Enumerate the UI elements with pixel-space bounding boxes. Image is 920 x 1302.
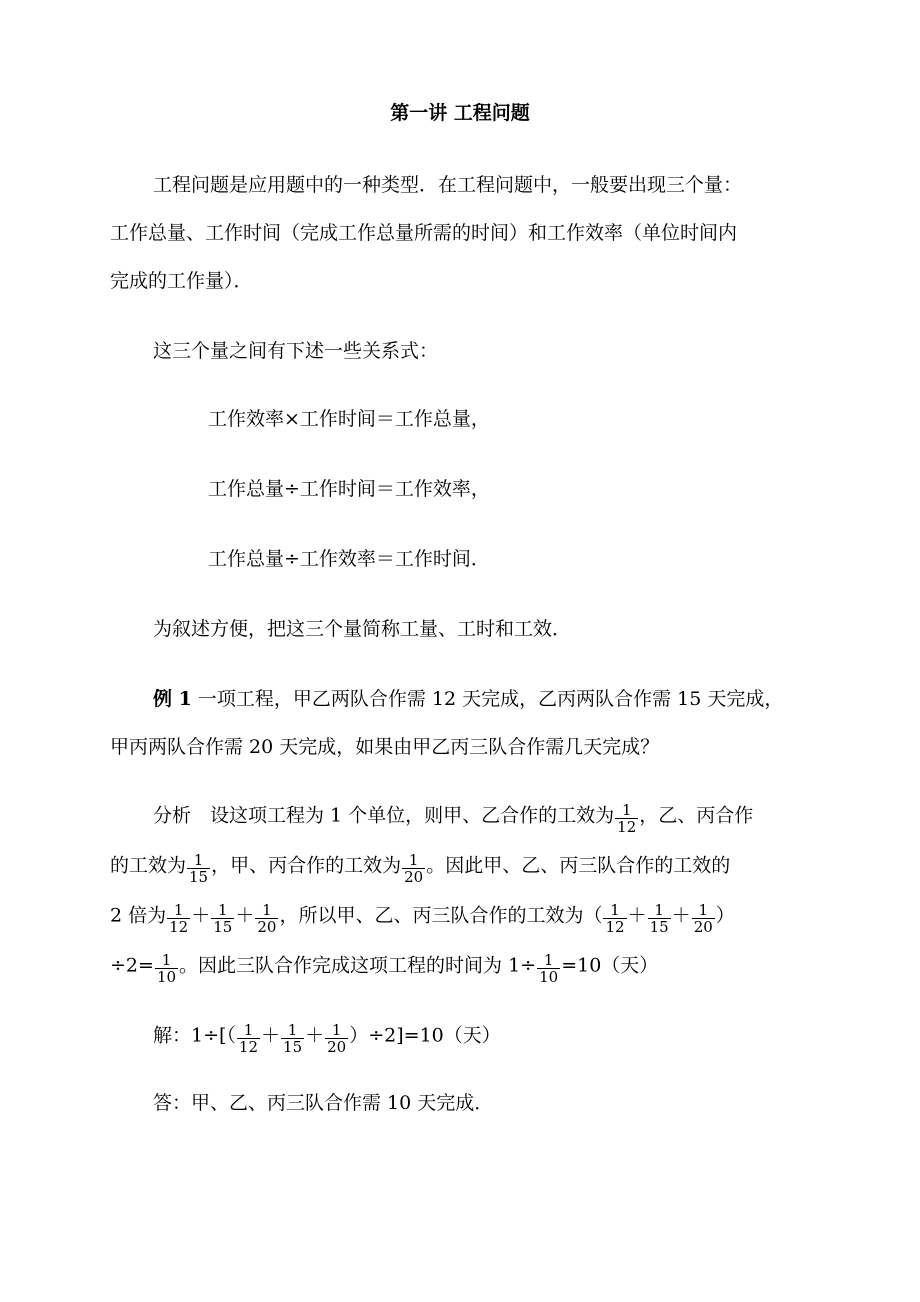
denominator: 15	[283, 1038, 303, 1056]
plus-sign: ＋	[671, 904, 691, 927]
fraction-1-15	[187, 852, 210, 885]
analysis-text: 。因此甲、乙、丙三队合作的工效的	[426, 854, 731, 877]
solution-line	[153, 1020, 501, 1056]
denominator: 12	[238, 1038, 259, 1056]
abbreviation-note: 为叙述方便，把这三个量简称工量、工时和工效．	[153, 618, 572, 640]
analysis-text: ，所以甲、乙、丙三队合作的工效为（	[279, 904, 603, 927]
analysis-text: ，甲、丙合作的工效为	[211, 854, 402, 877]
denominator: 12	[169, 918, 189, 936]
fraction-1-20	[255, 902, 278, 935]
plus-sign: ＋	[191, 904, 211, 927]
plus-sign: ＋	[305, 1024, 325, 1047]
formula-3: 工作总量÷工作效率＝工作时间．	[208, 548, 490, 570]
analysis-line-4	[110, 950, 659, 986]
answer-line: 答：甲、乙、丙三队合作需 10 天完成．	[153, 1092, 494, 1114]
page-title: 第一讲 工程问题	[390, 102, 530, 124]
numerator: 1	[537, 952, 560, 969]
fraction-1-20	[402, 852, 425, 885]
denominator: 15	[213, 918, 233, 936]
plus-sign: ＋	[235, 904, 255, 927]
analysis-line-1	[153, 800, 754, 836]
example-1-line-2: 甲丙两队合作需 20 天完成，如果由甲乙丙三队合作需几天完成？	[110, 736, 660, 758]
fraction-1-10	[155, 952, 178, 985]
numerator: 1	[603, 902, 626, 919]
numerator: 1	[281, 1022, 304, 1039]
relations-intro: 这三个量之间有下述一些关系式：	[153, 340, 439, 362]
numerator: 1	[325, 1022, 348, 1039]
fraction-1-12	[237, 1022, 260, 1055]
numerator: 1	[211, 902, 234, 919]
denominator: 20	[693, 918, 713, 936]
denominator: 10	[156, 968, 177, 986]
example-label: 例 1	[153, 688, 192, 710]
numerator: 1	[167, 902, 190, 919]
fraction-1-15	[648, 902, 671, 935]
fraction-1-12	[615, 802, 638, 835]
formula-2: 工作总量÷工作时间＝工作效率，	[208, 478, 490, 500]
example-1-line-1	[153, 684, 783, 714]
analysis-text: 2 倍为	[110, 904, 167, 927]
denominator: 15	[649, 918, 669, 936]
numerator: 1	[237, 1022, 260, 1039]
formula-1: 工作效率×工作时间＝工作总量，	[208, 408, 490, 430]
solution-text: ）÷2]=10（天）	[349, 1024, 501, 1047]
plus-sign: ＋	[627, 904, 647, 927]
denominator: 12	[617, 818, 637, 836]
fraction-1-20	[692, 902, 715, 935]
intro-line-3: 完成的工作量）．	[110, 270, 253, 292]
example-1-text: 一项工程，甲乙两队合作需 12 天完成，乙丙两队合作需 15 天完成，	[191, 688, 784, 710]
numerator: 1	[615, 802, 638, 819]
intro-line-1: 工程问题是应用题中的一种类型．在工程问题中，一般要出现三个量：	[153, 174, 743, 196]
analysis-line-2	[110, 850, 731, 886]
numerator: 1	[402, 852, 425, 869]
intro-line-2: 工作总量、工作时间（完成工作总量所需的时间）和工作效率（单位时间内	[110, 222, 738, 244]
analysis-text: 的工效为	[110, 854, 187, 877]
analysis-text: ）	[715, 904, 735, 927]
numerator: 1	[187, 852, 210, 869]
analysis-text: 。因此三队合作完成这项工程的时间为 1÷	[179, 954, 537, 977]
fraction-1-20	[325, 1022, 348, 1055]
analysis-text: 分析 设这项工程为 1 个单位，则甲、乙合作的工效为	[153, 804, 615, 827]
denominator: 20	[257, 918, 277, 936]
numerator: 1	[155, 952, 178, 969]
analysis-line-3	[110, 900, 735, 936]
denominator: 10	[539, 968, 559, 986]
denominator: 15	[189, 868, 209, 886]
numerator: 1	[255, 902, 278, 919]
numerator: 1	[692, 902, 715, 919]
numerator: 1	[648, 902, 671, 919]
denominator: 20	[327, 1038, 347, 1056]
analysis-text: ，乙、丙合作	[639, 804, 754, 827]
fraction-1-12	[167, 902, 190, 935]
fraction-1-10	[537, 952, 560, 985]
fraction-1-15	[211, 902, 234, 935]
denominator: 20	[404, 868, 424, 886]
fraction-1-15	[281, 1022, 304, 1055]
analysis-text: =10（天）	[561, 954, 659, 977]
plus-sign: ＋	[261, 1024, 281, 1047]
analysis-text: ÷2=	[110, 954, 154, 977]
fraction-1-12	[603, 902, 626, 935]
denominator: 12	[605, 918, 625, 936]
solution-text: 解：1÷[（	[153, 1024, 236, 1047]
